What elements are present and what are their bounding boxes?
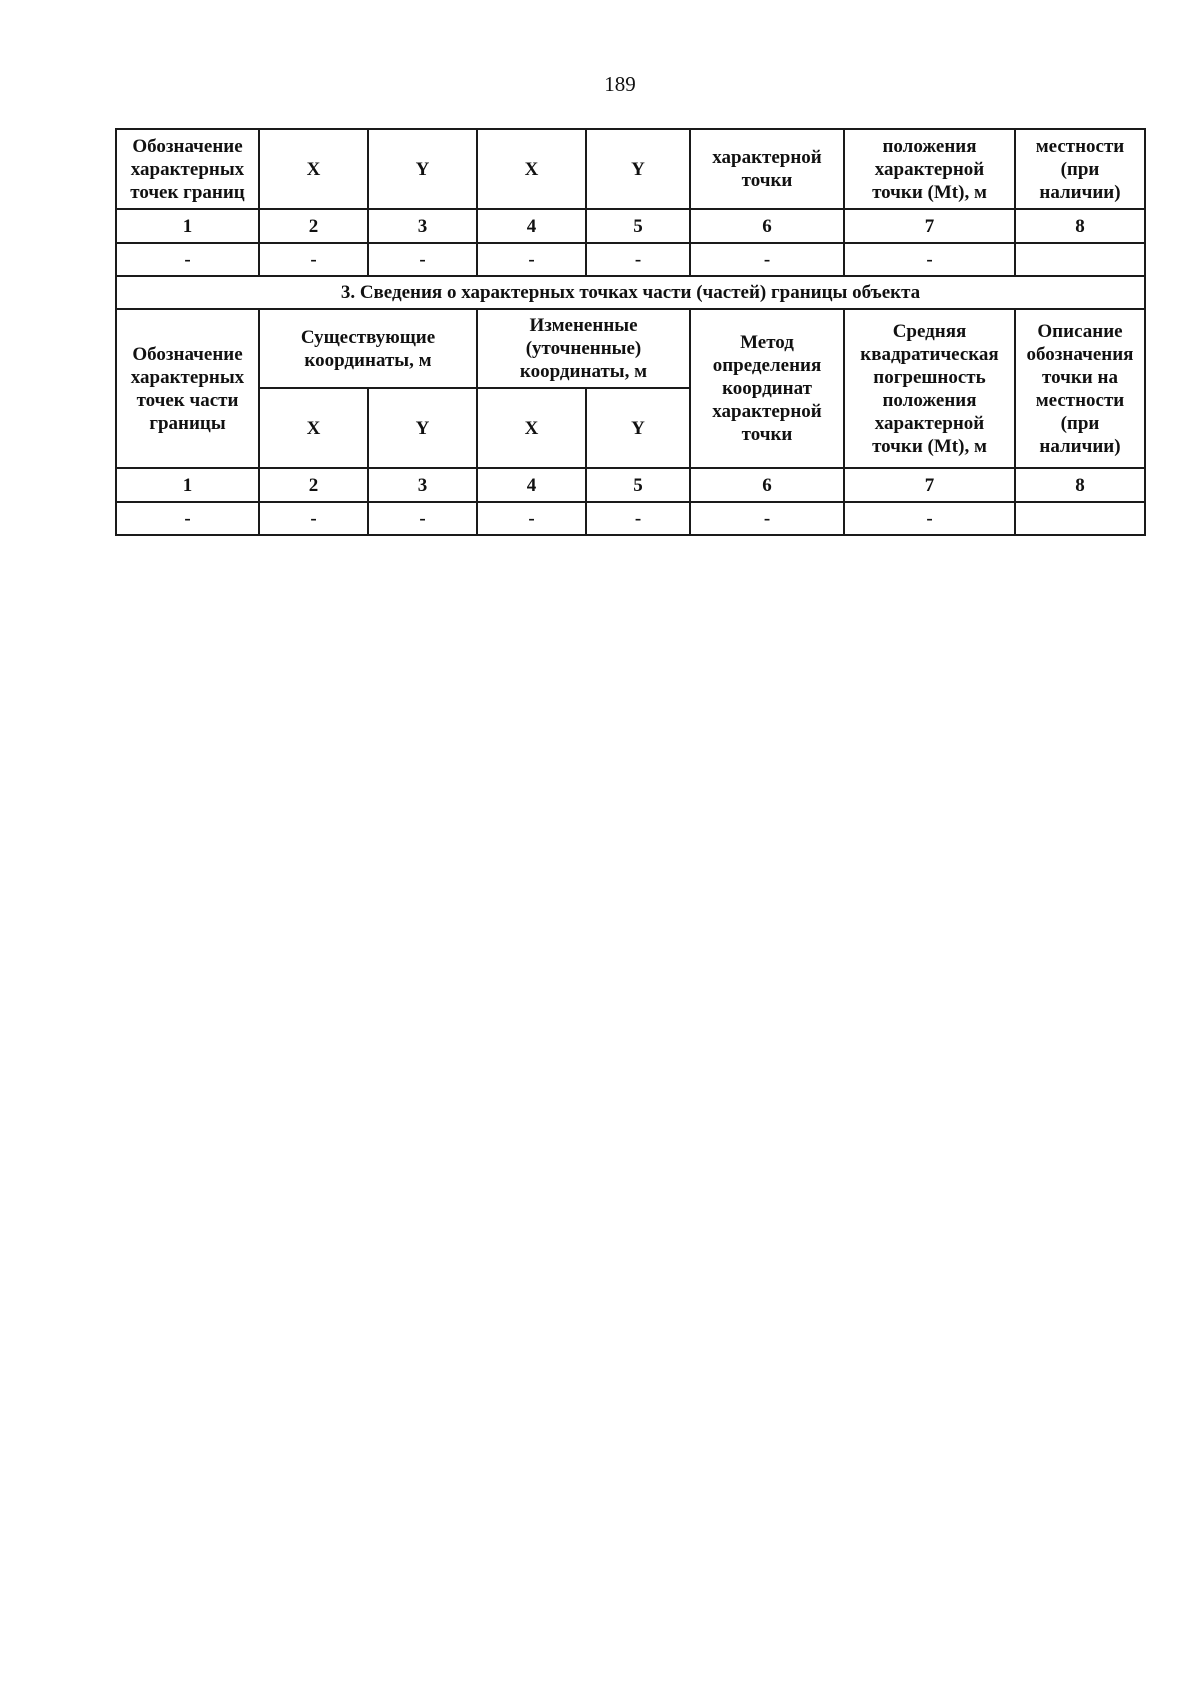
table-cell: - — [116, 243, 259, 276]
table-cell: - — [844, 243, 1015, 276]
table-cell: - — [477, 502, 586, 535]
table1-data-row — [116, 243, 1145, 276]
section3-title-row — [116, 276, 1145, 309]
table1-header-error: положения характерной точки (Mt), м — [844, 129, 1015, 209]
table2-col-number: 4 — [477, 468, 586, 502]
table2-header-x-changed: X — [477, 388, 586, 468]
table1-header-x-changed: X — [477, 129, 586, 209]
table1-col-number: 3 — [368, 209, 477, 243]
table1-header-row — [116, 129, 1145, 209]
table1-col-number: 6 — [690, 209, 844, 243]
coordinates-table — [115, 128, 1146, 536]
table2-header-existing-coords: Существующие координаты, м — [259, 309, 477, 388]
table2-header-changed-coords: Измененные (уточненные) координаты, м — [477, 309, 690, 388]
table2-col-number: 1 — [116, 468, 259, 502]
table-cell: - — [368, 502, 477, 535]
table2-header-row — [116, 309, 1145, 388]
table2-header-point-designation: Обозначение характерных точек части границы — [116, 309, 259, 468]
table2-col-number: 8 — [1015, 468, 1145, 502]
table2-header-description: Описание обозначения точки на местности (при наличии) — [1015, 309, 1145, 468]
table1-col-number: 8 — [1015, 209, 1145, 243]
table-cell: - — [844, 502, 1015, 535]
section3-title: 3. Сведения о характерных точках части (частей) границы объекта — [116, 276, 1145, 309]
table2-col-number: 2 — [259, 468, 368, 502]
table2-col-number: 6 — [690, 468, 844, 502]
table-cell: - — [116, 502, 259, 535]
table-cell: - — [368, 243, 477, 276]
table2-header-error: Средняя квадратическая погрешность положения характерной точки (Mt), м — [844, 309, 1015, 468]
table1-header-description: местности (при наличии) — [1015, 129, 1145, 209]
table1-header-x-existing: X — [259, 129, 368, 209]
table2-col-number: 3 — [368, 468, 477, 502]
table-cell: - — [690, 243, 844, 276]
table2-header-y-existing: Y — [368, 388, 477, 468]
table2-col-number: 5 — [586, 468, 690, 502]
table1-col-number: 2 — [259, 209, 368, 243]
table1-col-number: 1 — [116, 209, 259, 243]
table-cell: - — [477, 243, 586, 276]
table2-header-y-changed: Y — [586, 388, 690, 468]
table1-col-number: 7 — [844, 209, 1015, 243]
table1-header-point-designation: Обозначение характерных точек границ — [116, 129, 259, 209]
table2-header-x-existing: X — [259, 388, 368, 468]
table-cell: - — [259, 243, 368, 276]
table-cell — [1015, 502, 1145, 535]
table-cell — [1015, 243, 1145, 276]
table-cell: - — [586, 502, 690, 535]
table2-col-number: 7 — [844, 468, 1015, 502]
table1-header-y-existing: Y — [368, 129, 477, 209]
table-cell: - — [690, 502, 844, 535]
table1-col-number: 5 — [586, 209, 690, 243]
table2-number-row — [116, 468, 1145, 502]
table2-header-method: Метод определения координат характерной точки — [690, 309, 844, 468]
page-number: 189 — [604, 72, 636, 96]
table1-col-number: 4 — [477, 209, 586, 243]
table1-header-y-changed: Y — [586, 129, 690, 209]
table2-data-row — [116, 502, 1145, 535]
table1-number-row — [116, 209, 1145, 243]
table-cell: - — [259, 502, 368, 535]
table-cell: - — [586, 243, 690, 276]
table1-header-method: характерной точки — [690, 129, 844, 209]
